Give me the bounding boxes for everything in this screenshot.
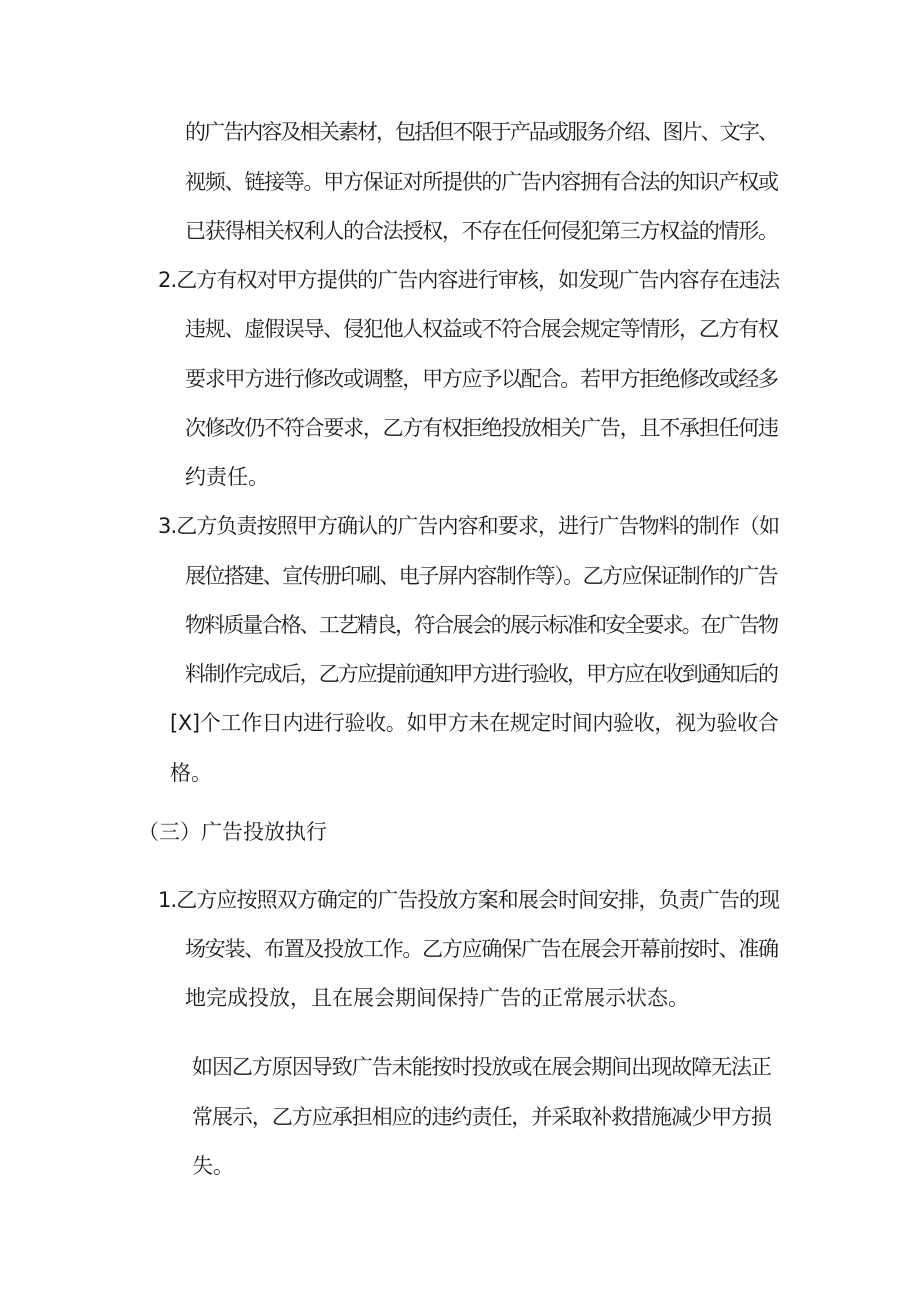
text-line: 视频、链接等。甲方保证对所提供的广告内容拥有合法的知识产权或 <box>185 170 778 194</box>
text-line: 3.乙方负责按照甲方确认的广告内容和要求，进行广告物料的制作（如 <box>158 514 780 538</box>
text-line: 2.乙方有权对甲方提供的广告内容进行审核，如发现广告内容存在违法 <box>158 268 780 292</box>
text-line: 的广告内容及相关素材，包括但不限于产品或服务介绍、图片、文字、 <box>185 120 778 144</box>
text-line: 物料质量合格、工艺精良，符合展会的展示标准和安全要求。在广告物 <box>185 613 778 637</box>
text-line: 违规、虚假误导、侵犯他人权益或不符合展会规定等情形，乙方有权 <box>185 317 778 341</box>
text-line: 1.乙方应按照双方确定的广告投放方案和展会时间安排，负责广告的现 <box>158 888 780 912</box>
text-line: 格。 <box>170 761 212 785</box>
text-line: 地完成投放，且在展会期间保持广告的正常展示状态。 <box>185 986 689 1010</box>
text-line: 常展示，乙方应承担相应的违约责任，并采取补救措施减少甲方损 <box>192 1105 771 1129</box>
text-line: 如因乙方原因导致广告未能按时投放或在展会期间出现故障无法正 <box>192 1055 771 1079</box>
text-line: 展位搭建、宣传册印刷、电子屏内容制作等）。乙方应保证制作的广告 <box>185 564 777 588</box>
text-line: 料制作完成后，乙方应提前通知甲方进行验收，甲方应在收到通知后的 <box>185 662 778 686</box>
section-heading: （三）广告投放执行 <box>138 820 327 844</box>
text-line: 已获得相关权利人的合法授权，不存在任何侵犯第三方权益的情形。 <box>185 219 778 243</box>
text-line: 要求甲方进行修改或调整，甲方应予以配合。若甲方拒绝修改或经多 <box>185 367 778 391</box>
text-line: [X]个工作日内进行验收。如甲方未在规定时间内验收，视为验收合 <box>170 711 779 735</box>
text-line: 场安装、布置及投放工作。乙方应确保广告在展会开幕前按时、准确 <box>185 937 778 961</box>
text-line: 失。 <box>192 1154 234 1178</box>
text-line: 约责任。 <box>185 465 269 489</box>
text-line: 次修改仍不符合要求，乙方有权拒绝投放相关广告，且不承担任何违 <box>185 416 778 440</box>
